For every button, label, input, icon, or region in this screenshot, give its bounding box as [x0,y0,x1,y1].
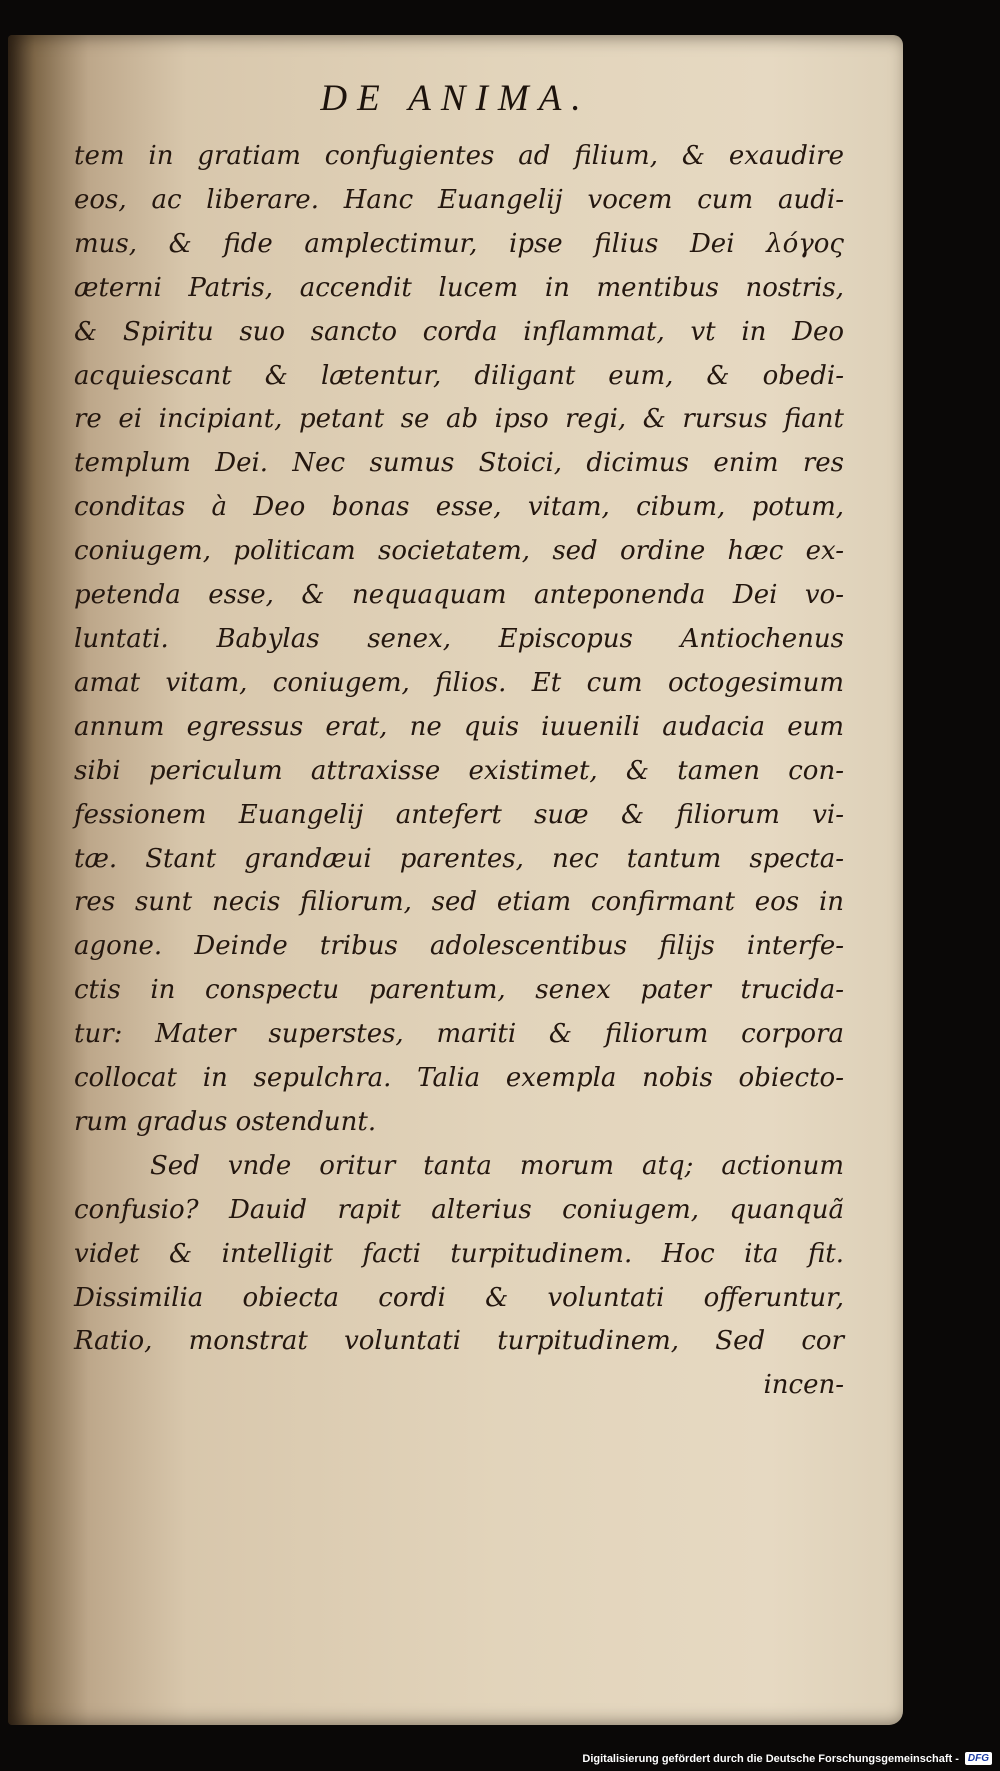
text-line: agone. Deinde tribus adolescentibus filijs interfe- [74,931,844,962]
text-line: luntati. Babylas senex, Episcopus Antiochenus [74,623,844,654]
text-line: petenda esse, & nequaquam anteponenda Dei vo- [74,580,844,611]
catchword: incen- [763,1370,844,1401]
text-line: tur: Mater superstes, mariti & filiorum corpora [74,1019,844,1050]
text-line: tem in gratiam confugientes ad filium, & exaudire [74,141,844,171]
running-header: DE ANIMA. [320,78,591,119]
body-text [74,135,844,1408]
text-line: æterni Patris, accendit lucem in mentibus nostris, [74,272,844,303]
text-line: acquiescant & lætentur, diligant eum, & obedi- [74,360,844,391]
book-page [8,35,903,1725]
text-line: ctis in conspectu parentum, senex pater trucida- [74,975,844,1006]
text-line: eos, ac liberare. Hanc Euangelij vocem cum audi- [74,184,844,215]
text-line: tæ. Stant grandæui parentes, nec tantum specta- [74,843,844,874]
text-line: collocat in sepulchra. Talia exempla nobis obiecto- [74,1063,844,1094]
text-line: confusio? Dauid rapit alterius coniugem, quanquã [74,1194,844,1225]
text-line: Dissimilia obiecta cordi & voluntati offeruntur, [74,1282,844,1313]
text-line: fessionem Euangelij antefert suæ & filiorum vi- [74,799,844,830]
text-line: annum egressus erat, ne quis iuuenili audacia eum [74,711,844,742]
text-line: sibi periculum attraxisse existimet, & tamen con- [74,755,844,786]
credit-text: Digitalisierung gefördert durch die Deutsche Forschungsgemeinschaft - [582,1752,959,1765]
text-line: & Spiritu suo sancto corda inflammat, vt in Deo [74,316,844,347]
text-line: coniugem, politicam societatem, sed ordine hæc ex- [74,536,844,567]
dfg-logo: DFG [965,1752,992,1765]
text-line: amat vitam, coniugem, filios. Et cum octogesimum [74,667,844,698]
text-line: templum Dei. Nec sumus Stoici, dicimus enim res [74,448,844,479]
text-line: conditas à Deo bonas esse, vitam, cibum, potum, [74,492,844,523]
text-line: res sunt necis filiorum, sed etiam confirmant eos in [74,887,844,918]
digitization-credit [582,1752,992,1765]
text-line: re ei incipiant, petant se ab ipso regi, & rursus fiant [74,404,844,435]
text-line: mus, & fide amplectimur, ipse filius Dei λόγος [74,228,844,259]
text-line: rum gradus ostendunt. [74,1106,377,1137]
text-line: videt & intelligit facti turpitudinem. Hoc ita fit. [74,1238,844,1269]
text-line: Ratio, monstrat voluntati turpitudinem, Sed cor [74,1326,844,1357]
text-line: Sed vnde oritur tanta morum atq; actionum [150,1150,844,1181]
